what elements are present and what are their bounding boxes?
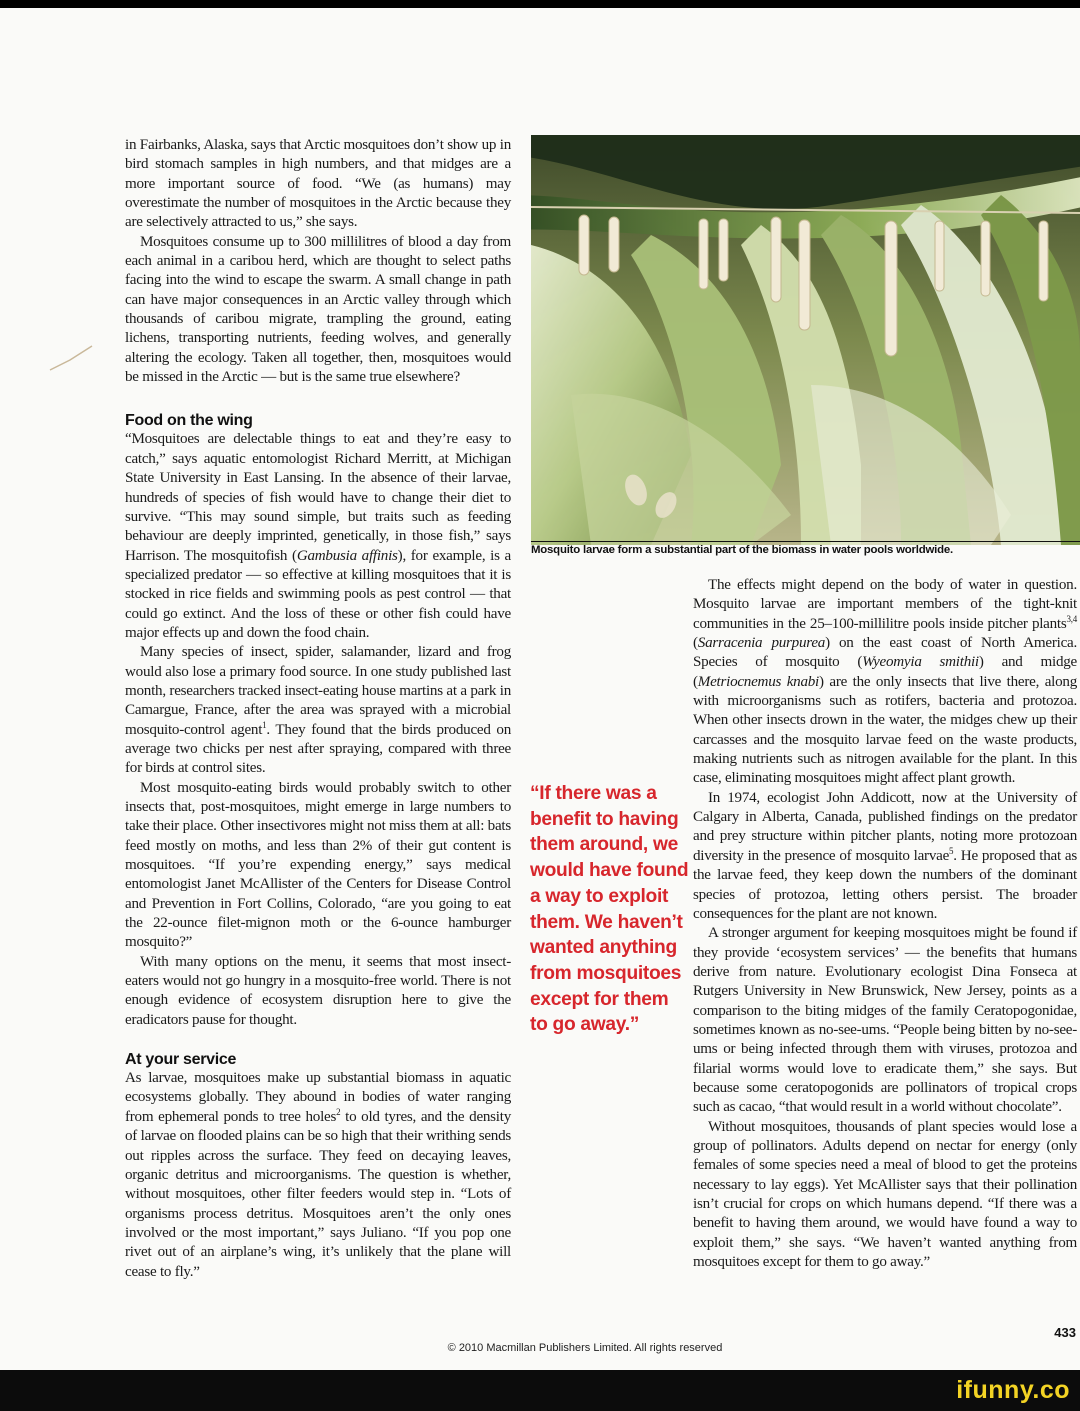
reference-marker: 2 bbox=[336, 1106, 341, 1117]
subheading-at-your-service: At your service bbox=[125, 1051, 237, 1069]
paragraph: Most mosquito-eating birds would probably switch to other insects that, post-mosquitoes, might emerge in large numbers to take their place. Other insectivores might not miss them at all: bats feed mostly on moths, and less than 2% of their gut content is mosquitoes. “If you’re expending energy,” says medical entomologist Janet McAllister of the Centers for Disease Control and Prevention in Fort Collins, Colorado, “are you going to eat the 22-ounce filet-mignon moth or the 6-ounce hamburger mosquito?” bbox=[125, 779, 511, 951]
larvae-photo-illustration bbox=[531, 135, 1080, 545]
top-bar bbox=[0, 0, 1080, 8]
paragraph: With many options on the menu, it seems that most insect-eaters would not go hungry in a mosquito-free world. There is not enough evidence of ecosystem disruption here to give the eradicators pause for thought. bbox=[125, 953, 511, 1028]
paragraph: “Mosquitoes are delectable things to eat and they’re easy to catch,” says aquatic entomologist Richard Merritt, at Michigan State University in East Lansing. In the absence of their larvae, hundreds of species of fish would have to change their diet to survive. “This may sound simple, but traits such as feeding behaviour are deeply imprinted, genetically, in those fish,” says Harrison. The mosquitofish (Gambusia affinis), for example, is a specialized predator — so effective at killing mosquitoes that it is stocked in rice fields and swimming pools as pest control — that could go extinct. And the loss of these or other fish could have major effects up and down the food chain. bbox=[125, 431, 511, 641]
left-column bbox=[125, 136, 511, 1282]
paragraph: Without mosquitoes, thousands of plant species would lose a group of pollinators. Adults depend on nectar for energy (only females of some species need a meal of blood to get the proteins necessary to lay eggs). Yet McAllister says that their pollination isn’t crucial for crops on which humans depend. “If there was a benefit to having them around, we would have found a way to exploit them,” she says. “We haven’t wanted anything from mosquitoes except for them to go away.” bbox=[693, 1118, 1077, 1271]
margin-mark bbox=[30, 340, 100, 380]
subheading-food-on-the-wing: Food on the wing bbox=[125, 412, 253, 430]
ifunny-watermark: ifunny.co bbox=[956, 1376, 1070, 1404]
species-name: Gambusia affinis bbox=[296, 547, 398, 564]
page-number: 433 bbox=[1054, 1325, 1076, 1340]
larvae-photo bbox=[531, 135, 1080, 545]
reference-marker: 3,4 bbox=[1066, 613, 1077, 624]
reference-marker: 1 bbox=[262, 719, 267, 730]
paragraph: Mosquitoes consume up to 300 millilitres of blood a day from each animal in a caribou herd, which are thought to select paths facing into the wind to escape the swarm. A small change in path can have major consequences in an Arctic valley through which thousands of caribou migrate, trampling the ground, eating lichens, transporting nutrients, feeding wolves, and generally altering the ecology. Taken all together, then, mosquitoes would be missed in the Arctic — but is the same true elsewhere? bbox=[125, 233, 511, 386]
pull-quote: “If there was a benefit to having them around, we would have found a way to exploit them. We haven’t wanted anything from mosquitoes except for them to go away.” bbox=[530, 783, 689, 1036]
paragraph: As larvae, mosquitoes make up substantial biomass in aquatic ecosystems globally. They abound in bodies of water ranging from ephemeral ponds to tree holes$^2$ to old tyres, and the density of larvae on flooded plains can be so high that their writhing sends out ripples across the surface. They feed on decaying leaves, organic detritus and microorganisms. The question is whether, without mosquitoes, other filter feeders would step in. “Lots of organisms process detritus. Mosquitoes aren’t the only ones involved or the most important,” says Juliano. “If you pop one rivet out of an airplane’s wing, it’s unlikely that the plane will cease to fly.” bbox=[125, 1070, 511, 1280]
paragraph: in Fairbanks, Alaska, says that Arctic mosquitoes don’t show up in bird stomach samples in high numbers, and that midges are a more important source of food. “We (as humans) may overestimate the number of mosquitoes in the Arctic because they are selectively attracted to us,” she says. bbox=[125, 137, 511, 231]
right-column bbox=[693, 576, 1077, 1272]
species-name: Wyeomyia smithii bbox=[862, 654, 979, 671]
paragraph: In 1974, ecologist John Addicott, now at the University of Calgary in Alberta, Canada, published findings on the predator and prey structure within pitcher plants, noting more protozoan diversity in the presence of mosquito larvae$^5$. He proposed that as the larvae feed, they keep down the numbers of the dominant species of protozoa, letting others persist. The broader consequences for the plant are not known. bbox=[693, 789, 1077, 922]
paragraph: A stronger argument for keeping mosquitoes might be found if they provide ‘ecosystem services’ — the benefits that humans derive from nature. Evolutionary ecologist Dina Fonseca at Rutgers University in New Brunswick, New Jersey, points as a comparison to the biting midges of the family Ceratopogonidae, sometimes known as no-see-ums. “People being bitten by no-see-ums or being infected through them with viruses, protozoa and filarial worms would love to eradicate them,” she says. But because some ceratopogonids are pollinators of tropical crops such as cacao, “that would result in a world without chocolate”. bbox=[693, 925, 1077, 1116]
species-name: Sarracenia purpurea bbox=[697, 635, 826, 652]
paragraph: The effects might depend on the body of water in question. Mosquito larvae are important members of the tight-knit communities in the 25–100-millilitre pools inside pitcher plants$^{3,4}$ (Sarracenia purpurea) on the east coast of North America. Species of mosquito (Wyeomyia smithii) and midge (Metriocnemus knabi) are the only insects that live there, along with microorganisms such as rotifers, bacteria and protozoa. When other insects drown in the water, the midges chew up their carcasses and the mosquito larvae feed on the waste products, making nutrients such as nitrogen available for the plant. In this case, eliminating mosquitoes might affect plant growth. bbox=[693, 577, 1077, 787]
paragraph: Many species of insect, spider, salamander, lizard and frog would also lose a primary food source. In one study published last month, researchers tracked insect-eating house martins at a park in Camargue, France, after the area was sprayed with a microbial mosquito-control agent$^1$. They found that the birds produced on average two chicks per nest after spraying, compared with three for birds at control sites. bbox=[125, 644, 511, 777]
copyright-notice: © 2010 Macmillan Publishers Limited. All rights reserved bbox=[447, 1342, 723, 1354]
watermark-bar bbox=[0, 1370, 1080, 1411]
photo-caption: Mosquito larvae form a substantial part of the biomass in water pools worldwide. bbox=[531, 541, 1080, 556]
species-name: Metriocnemus knabi bbox=[697, 673, 819, 690]
reference-marker: 5 bbox=[949, 845, 954, 856]
